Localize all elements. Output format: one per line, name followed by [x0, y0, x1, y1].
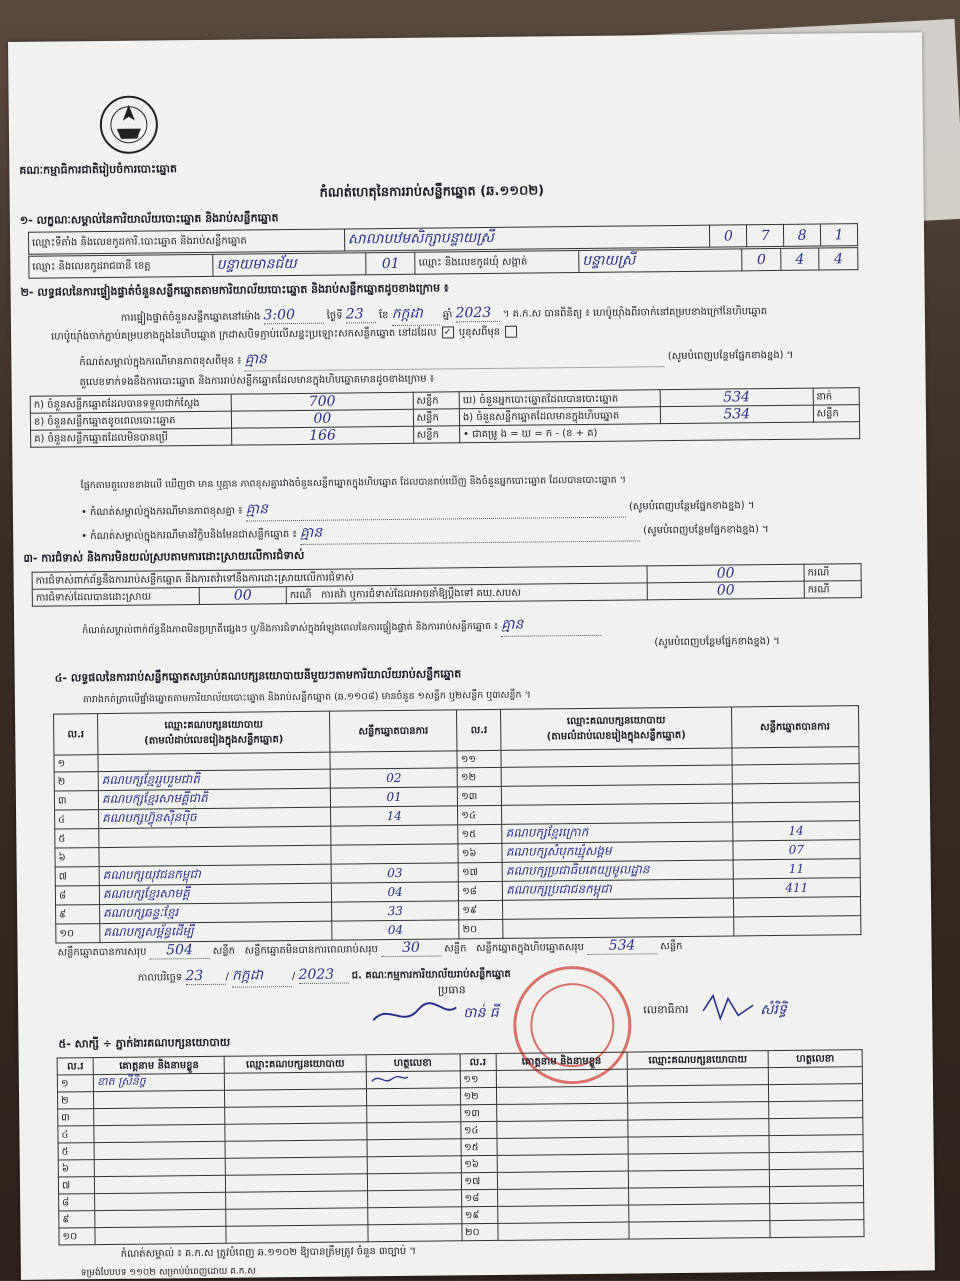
row-e-label: ង) ចំនួនសន្លឹកឆ្នោតដែលមានក្នុងហិបឆ្នោត [459, 407, 660, 426]
date-year: 2023 [298, 966, 348, 984]
row-no: ១៣ [460, 1104, 496, 1121]
witness-name [496, 1086, 627, 1104]
header-party-right [501, 707, 732, 750]
witness-signature [770, 1203, 864, 1221]
witness-name [95, 1192, 226, 1210]
verify-time-label: ការផ្ទៀងផ្ទាត់ចំនួនសន្លឹកឆ្នោតនៅម៉ោង [120, 311, 261, 324]
row-c-value: 166 [232, 426, 414, 445]
row-a-value: 700 [231, 392, 413, 411]
row-no: ១៤ [458, 805, 502, 824]
party-name [502, 803, 733, 824]
witness-name [94, 1107, 225, 1125]
province-code: 01 [366, 252, 415, 275]
party-votes [331, 825, 458, 845]
witness-name [94, 1158, 225, 1176]
complaints-row1-label: ការជំទាស់ពាក់ព័ន្ធនឹងការរាប់សន្លឹកឆ្នោត និងការតវ៉ាទៅនឹងការដោះស្រាយលើការជំទាស់ [32, 566, 647, 589]
row-no: ១៤ [460, 1121, 496, 1138]
appeal-value: 00 [647, 581, 804, 600]
committee-name: គណៈកម្មាធិការជាតិរៀបចំការបោះឆ្នោត [19, 162, 177, 177]
row-no: ៤ [58, 1126, 94, 1143]
party-name: គណបក្សប្រជាធិបតេយ្យមូលដ្ឋាន [502, 860, 733, 881]
seal-intact-text: ហេប៉ូយ៉ាំងចាក់ភ្ជាប់គម្របខាងក្នុងនៃហិបឆ្នោត ក្រដាសបិទភ្ជាប់លើសន្ទះប្រឡោះសកសន្លឹកឆ្នោត នៅដដែល [51, 327, 437, 343]
compare-line: ផ្អែកតាមតួលេខខាងលើ ឃើញថា មាន ឬគ្មាន ភាពខុសគ្នារវាងចំនួនសន្លឹកឆ្នោតក្នុងហិបឆ្នោត ដែលបានរាប់ឃើញ និងចំនួនអ្នកបោះឆ្នោត ដែលបានបោះឆ្នោត ។ [80, 474, 627, 492]
row-no: ៨ [59, 1194, 95, 1211]
witness-col-sign-right: ហត្ថលេខា [768, 1050, 862, 1068]
party-votes [732, 764, 860, 784]
party-votes: 14 [732, 821, 860, 841]
witness-name [497, 1171, 628, 1189]
party-results-table [53, 705, 861, 943]
witness-name [497, 1154, 628, 1172]
section4-title: ៤- លទ្ធផលនៃការរាប់សន្លឹកឆ្នោតសម្រាប់គណបក្សនយោបាយនីមួយៗតាមការិយាល័យរាប់សន្លឹកឆ្នោត [54, 667, 462, 685]
party-votes: 14 [331, 806, 458, 826]
verify-day: 23 [346, 306, 376, 323]
verify-year: 2023 [455, 305, 499, 322]
header-no-left: ល.រ [54, 714, 98, 755]
row-no: ៤ [55, 810, 99, 829]
row-no: ៧ [58, 1177, 94, 1194]
row-e-unit: សន្លឹក [813, 405, 860, 422]
row-no: ៦ [55, 848, 99, 867]
section2-title: ២- លទ្ធផលនៃការផ្ទៀងផ្ទាត់ចំនួនសន្លឹកឆ្នោតតាមការិយាល័យបោះឆ្នោត និងរាប់សន្លឹកឆ្នោតដូចខាងក្រោម ៖ [20, 281, 449, 299]
witness-name [95, 1209, 226, 1227]
row-no: ១ [57, 1075, 93, 1092]
witness-col-name: គោត្តនាម និងនាមខ្លួន [93, 1056, 224, 1074]
party-votes: 33 [332, 901, 459, 921]
total-invalid-unit: សន្លឹក [444, 943, 467, 955]
date-label: កាលបរិច្ឆេទ [137, 972, 183, 984]
irregularity-value: គ្មាន [501, 614, 601, 637]
province-label: ឈ្មោះ និងលេខកូដរាជធានី ខេត្ត [29, 254, 214, 278]
row-a-unit: សន្លឹក [413, 392, 460, 409]
month-label: ខែ [378, 310, 389, 322]
witness-signature [769, 1152, 863, 1170]
location-value: សាលាបឋមសិក្សាបន្ទាយស្រី [344, 225, 710, 251]
party-name [99, 845, 331, 866]
total-valid-label: សន្លឹកឆ្នោតបានការសរុប [57, 946, 147, 959]
date-line: កាលបរិច្ឆេទ 23 / កក្កដា / 2023 ជ. គណៈកម្មការការិយាល័យរាប់សន្លឹកឆ្នោត [138, 963, 511, 989]
resolved-label: ការជំទាស់ដែលបានដោះស្រាយ [32, 588, 199, 607]
total-box-unit: សន្លឹក [660, 940, 683, 953]
witness-party [629, 1221, 770, 1239]
witness-col-no: ល.រ [57, 1058, 93, 1075]
witness-name [497, 1120, 628, 1138]
irregularity-label: កំណត់សម្គាល់ពាក់ព័ន្ធនឹងភាពមិនប្រក្រតីផ្សេងៗ ឬ/និងការជំទាស់ក្នុងអំឡុងពេលនៃការផ្ទៀងផ្ទាត់ និងការរាប់សន្លឹកឆ្នោត ៖ [82, 620, 499, 637]
chair-signature-icon [368, 997, 458, 1028]
witness-party [627, 1068, 768, 1086]
bullet1-tail: (សូមបំពេញបន្ថែមផ្នែកខាងខ្នង) ។ [628, 500, 755, 513]
verify-month: កក្កដា [392, 303, 440, 326]
row-no: ៩ [59, 1211, 95, 1228]
complaints-table [32, 563, 862, 607]
witness-name [496, 1069, 627, 1087]
witness-signature [366, 1071, 460, 1089]
witness-name [94, 1124, 225, 1142]
resolved-value: 00 [199, 587, 286, 605]
witness-name [497, 1205, 628, 1223]
row-d-unit: នាក់ [813, 388, 860, 405]
total-valid-unit: សន្លឹក [212, 945, 236, 957]
witness-party [225, 1123, 366, 1141]
irregularity-tail: (សូមបំពេញបន្ថែមផ្នែកខាងខ្នង) ។ [654, 635, 780, 649]
row-no: ១ [54, 755, 98, 772]
row-no: ៥ [55, 829, 99, 848]
diff-note-tail: (សូមបំពេញបន្ថែមផ្នែកខាងខ្នង) ។ [667, 349, 794, 363]
row-b-unit: សន្លឹក [413, 409, 460, 426]
numbers-intro: តួលេខទាក់ទងនឹងការបោះឆ្នោត និងការរាប់សន្លឹកឆ្នោតដែលមានក្នុងហិបឆ្នោតមានដូចខាងក្រោម ៖ [79, 373, 435, 389]
witness-name [497, 1137, 628, 1155]
verify-line1-tail: ។ គ.ក.ស បានពិនិត្យ ៖ ហេប៉ូយ៉ាំងពីរចាក់នៅគម្របខាងក្រៅនៃហិបឆ្នោត [502, 306, 768, 320]
section4-intro-text: តារាងកត់ត្រាលើផ្ទាំងឆ្នោតតាមការិយាល័យបោះឆ្នោត និងរាប់សន្លឹកឆ្នោត (ឆ.១១០៨) មានចំនួន ១សន្លឹក ឬ២សន្លឹក ឬ៣សន្លឹក ។ [82, 689, 531, 706]
complaints-row1-unit: ករណី [804, 564, 861, 582]
party-name: គណបក្សសំបុកឃ្មុំសង្គម [502, 841, 733, 862]
secretary-name: សំរិទ្ធិ [760, 1001, 787, 1019]
nec-logo-icon [97, 92, 162, 157]
section3-title: ៣- ការជំទាស់ និងការមិនយល់ស្របតាមការដោះស្រាយលើការជំទាស់ [23, 548, 305, 565]
party-name: គណបក្សខ្មែរក្រោក [502, 822, 733, 843]
party-votes [733, 897, 861, 917]
witness-name [95, 1175, 226, 1193]
party-name: គណបក្សខ្មែររួបរួមជាតិ [98, 769, 330, 790]
bullet2-label: • កំណត់សម្គាល់ក្នុងករណីមានវិក្ខិបនិងមែនជាសន្លឹកឆ្នោត ៖ [81, 529, 297, 543]
row-no: ១៨ [461, 1189, 497, 1206]
party-votes [331, 844, 458, 864]
witness-signature [366, 1088, 460, 1106]
row-no: ២ [57, 1092, 93, 1109]
party-name [502, 784, 733, 805]
header-party-left-sub: (តាមលំដាប់លេខរៀងក្នុងសន្លឹកឆ្នោត) [144, 734, 284, 747]
witness-name [496, 1103, 627, 1121]
complaints-row1-value: 00 [647, 564, 804, 583]
formula-note: • ជាគម្រូ ង = ឃ = ក - (ខ + គ) [459, 422, 859, 443]
row-no: ១៨ [459, 881, 503, 900]
row-no: ១២ [460, 1087, 496, 1104]
location-code-1: 0 [710, 225, 747, 247]
bullet1-label: • កំណត់សម្គាល់ក្នុងករណីមានភាពខុសគ្នា ៖ [80, 505, 243, 519]
witness-party [226, 1191, 367, 1209]
commune-code-3: 4 [819, 248, 858, 270]
commune-value: បន្ទាយស្រី [579, 249, 743, 273]
witness-signature [769, 1101, 863, 1119]
row-c-label: គ) ចំនួនសន្លឹកឆ្នោតដែលមិនបានប្រើ [31, 428, 232, 447]
row-no: ១៩ [459, 900, 503, 919]
party-votes: 11 [733, 859, 861, 879]
witness-party [628, 1153, 769, 1171]
bullet2-value: គ្មាន [300, 519, 640, 545]
witness-signature-icon [369, 1072, 409, 1084]
witness-party [627, 1085, 768, 1103]
diff-note-value: គ្មាន [245, 345, 665, 371]
footer-note: កំណត់សម្គាល់ ៖ គ.ក.ស ត្រូវបំពេញ ឆ.១១០២ ឱ្យបានត្រឹមត្រូវ ចំនួន ៣ច្បាប់ ។ [120, 1245, 417, 1260]
bullet1-value: គ្មាន [246, 496, 626, 522]
witness-col-name-right: គោត្តនាម និងនាមខ្លួន [496, 1052, 627, 1070]
party-name: គណបក្សយុវជនកម្ពុជា [99, 864, 331, 885]
witness-col-no-right: ល.រ [460, 1053, 496, 1070]
footer-form-id: ទម្រង់បែបបទ ១១០២ សម្រាប់បំពេញដោយ គ.ក.ស [80, 1266, 256, 1279]
party-name [503, 898, 734, 919]
same-checkbox[interactable]: ✓ [442, 326, 454, 338]
resolved-unit: ករណី [289, 589, 312, 601]
witness-col-party-right: ឈ្មោះគណបក្សនយោបាយ [627, 1051, 768, 1069]
row-no: ១០ [59, 1228, 95, 1245]
party-votes: 411 [733, 878, 861, 898]
secretary-label: លេខាធិការ [643, 1002, 689, 1017]
header-party-right-title: ឈ្មោះគណបក្សនយោបាយ [566, 715, 666, 728]
counting-committee-label: ជ. គណៈកម្មការការិយាល័យរាប់សន្លឹកឆ្នោត [351, 968, 511, 982]
row-no: ១៥ [461, 1138, 497, 1155]
row-no: ២០ [459, 919, 503, 938]
witness-signature [768, 1067, 862, 1085]
witness-signature [367, 1224, 461, 1242]
date-day: 23 [185, 968, 225, 985]
row-no: ៧ [55, 867, 99, 886]
province-value: បន្ទាយមានជ័យ [213, 253, 366, 277]
bullet2-line [81, 518, 769, 547]
row-no: ៦ [58, 1160, 94, 1177]
row-no: ១២ [457, 767, 501, 786]
party-votes: 04 [331, 882, 458, 902]
appeal-label [286, 583, 647, 604]
secretary-signature-icon [698, 990, 758, 1025]
party-name: គណបក្សហ៊្វុនស៊ិនប៉ិច [99, 807, 331, 828]
party-votes: 02 [330, 768, 457, 788]
diff-note-line [79, 344, 793, 373]
appeal-text: ការតវ៉ា ឬការជំទាស់ដែលអាចនាំឱ្យប្តឹងទៅ គឃ.សបស [321, 587, 521, 601]
party-name: គណបក្សខ្មែរសាមគ្គី [99, 883, 331, 904]
verify-time: 3:00 [263, 307, 323, 325]
row-no: ១១ [460, 1070, 496, 1087]
date-month: កក្កដា [232, 965, 292, 988]
party-votes: 01 [330, 787, 457, 807]
row-no: ១៣ [458, 786, 502, 805]
row-no: ៩ [56, 905, 100, 924]
witness-signature [769, 1118, 863, 1136]
party-votes [732, 783, 860, 803]
row-no: ២ [54, 772, 98, 791]
total-box-value: 534 [587, 937, 657, 955]
witness-name: ខាត ស្រីនិច្ច [94, 1073, 225, 1091]
row-no: ១០ [56, 924, 100, 943]
party-votes: 07 [733, 840, 861, 860]
party-name [503, 917, 734, 938]
party-name: គណបក្សប្រជាជនកម្ពុជា [503, 879, 734, 900]
witness-name [498, 1222, 629, 1240]
witness-party [628, 1136, 769, 1154]
section5-title: ៥- សាក្សី ÷ ភ្នាក់ងារគណបក្សនយោបាយ [58, 1035, 231, 1051]
row-no: ៥ [58, 1143, 94, 1160]
row-no: ១៩ [461, 1206, 497, 1223]
party-votes [733, 916, 861, 936]
header-party-left-title: ឈ្មោះគណបក្សនយោបាយ [164, 719, 263, 732]
witness-signature [366, 1105, 460, 1123]
witness-party [628, 1119, 769, 1137]
witness-signature [367, 1156, 461, 1174]
witness-party [226, 1208, 367, 1226]
diff-note-label: កំណត់សម្គាល់ក្នុងករណីមានភាពខុសពីមុន ៖ [79, 355, 242, 369]
location-code-3: 8 [784, 224, 821, 246]
row-no: ១៦ [461, 1155, 497, 1172]
witness-party [225, 1072, 366, 1090]
irregularity-line [82, 614, 601, 641]
different-text: ឬខុសពីមុន [458, 326, 501, 339]
header-party-left [98, 711, 330, 754]
witness-name [94, 1090, 225, 1108]
party-votes: 03 [331, 863, 458, 883]
witness-col-sign: ហត្ថលេខា [366, 1054, 460, 1072]
row-no: ១៧ [461, 1172, 497, 1189]
section1-title: ១- លក្ខណៈសម្គាល់នៃការិយាល័យបោះឆ្នោត និងរាប់សន្លឹកឆ្នោត [19, 211, 279, 227]
witness-signature [367, 1173, 461, 1191]
witness-col-party: ឈ្មោះគណបក្សនយោបាយ [225, 1055, 366, 1073]
row-no: ២០ [461, 1223, 497, 1240]
form-title: កំណត់ហេតុនៃការរាប់សន្លឹកឆ្នោត (ឆ.១១០២) [319, 183, 545, 201]
commune-code-2: 4 [781, 248, 820, 270]
row-d-value: 534 [660, 388, 813, 407]
party-votes [732, 802, 860, 822]
form-sheet [8, 32, 935, 1280]
header-votes-left: សន្លឹកឆ្នោតបានការ [330, 710, 458, 752]
commune-code-1: 0 [742, 248, 781, 270]
year-label: ឆ្នាំ [442, 309, 453, 321]
commune-label: ឈ្មោះ និងលេខកូដឃុំ សង្កាត់ [415, 251, 579, 275]
total-invalid-value: 30 [381, 940, 441, 958]
bullet2-tail: (សូមបំពេញបន្ថែមផ្នែកខាងខ្នង) ។ [643, 524, 769, 537]
witness-signature [367, 1207, 461, 1225]
row-b-label: ខ) ចំនួនសន្លឹកឆ្នោតខូចពេលបោះឆ្នោត [30, 411, 231, 430]
row-no: ៣ [54, 791, 98, 810]
witness-party [629, 1204, 770, 1222]
row-d-label: ឃ) ចំនួនអ្នកបោះឆ្នោតដែលបានបោះឆ្នោត [459, 390, 660, 409]
party-name: គណបក្សសម្ព័ន្ធដើម្បី [100, 921, 332, 942]
party-votes: 04 [332, 920, 459, 940]
row-c-unit: សន្លឹក [413, 426, 460, 443]
witness-name [95, 1226, 226, 1244]
witness-signature [366, 1122, 460, 1140]
witness-name [94, 1141, 225, 1159]
row-no: ១៥ [458, 824, 502, 843]
witness-party [226, 1174, 367, 1192]
witness-party [629, 1187, 770, 1205]
witness-name [497, 1188, 628, 1206]
row-no: ១៧ [458, 862, 502, 881]
row-no: ១៦ [458, 843, 502, 862]
witness-signature [769, 1135, 863, 1153]
party-name: គណបក្សឆន្ទៈខ្មែរ [100, 902, 332, 923]
different-checkbox[interactable] [505, 326, 517, 338]
row-no: ៣ [58, 1109, 94, 1126]
row-no: ១១ [457, 750, 501, 767]
total-box-label: សន្លឹកឆ្នោតក្នុងហិបឆ្នោតសរុប [475, 942, 584, 955]
row-b-value: 00 [231, 409, 413, 428]
header-no-right: ល.រ [457, 709, 501, 750]
witness-signature [769, 1169, 863, 1187]
witness-signature [367, 1190, 461, 1208]
witness-signature [770, 1220, 864, 1238]
witness-signature [367, 1139, 461, 1157]
location-code-4: 1 [820, 224, 857, 246]
row-a-label: ក) ចំនួនសន្លឹកឆ្នោតដែលបានទទួលជាក់ស្តែង [30, 394, 231, 413]
witness-party [226, 1225, 367, 1243]
section4-intro [83, 689, 531, 708]
witness-party [225, 1106, 366, 1124]
total-valid-value: 504 [150, 942, 210, 960]
chair-name: ចាន់ ធី [463, 1004, 499, 1022]
party-name: គណបក្សខ្មែរសាមគ្គីជាតិ [98, 788, 330, 809]
appeal-unit: ករណី [804, 581, 861, 599]
row-e-value: 534 [660, 405, 813, 424]
party-votes [330, 751, 457, 769]
header-votes-right: សន្លឹកឆ្នោតបានការ [731, 706, 859, 748]
total-invalid-label: សន្លឹកឆ្នោតមិនបានការពេលរាប់សរុប [244, 944, 378, 957]
witness-signature [770, 1186, 864, 1204]
witness-party [628, 1102, 769, 1120]
ballot-numbers-table [30, 387, 860, 448]
party-name [99, 826, 331, 847]
header-party-right-sub: (តាមលំដាប់លេខរៀងក្នុងសន្លឹកឆ្នោត) [546, 729, 686, 743]
witness-party [225, 1089, 366, 1107]
witness-party [628, 1170, 769, 1188]
witness-party [226, 1157, 367, 1175]
row-no: ៨ [55, 886, 99, 905]
witness-signature [769, 1084, 863, 1102]
witness-table [57, 1049, 865, 1245]
party-votes [732, 747, 860, 765]
location-code-2: 7 [747, 224, 784, 246]
day-label: ថ្ងៃទី [326, 310, 343, 322]
witness-party [225, 1140, 366, 1158]
chair-label: ប្រធាន [437, 983, 466, 997]
location-label: ឈ្មោះទីតាំង និងលេខកូដការិ.បោះឆ្នោត និងរាប់សន្លឹកឆ្នោត [28, 229, 344, 254]
party-name [501, 765, 732, 786]
